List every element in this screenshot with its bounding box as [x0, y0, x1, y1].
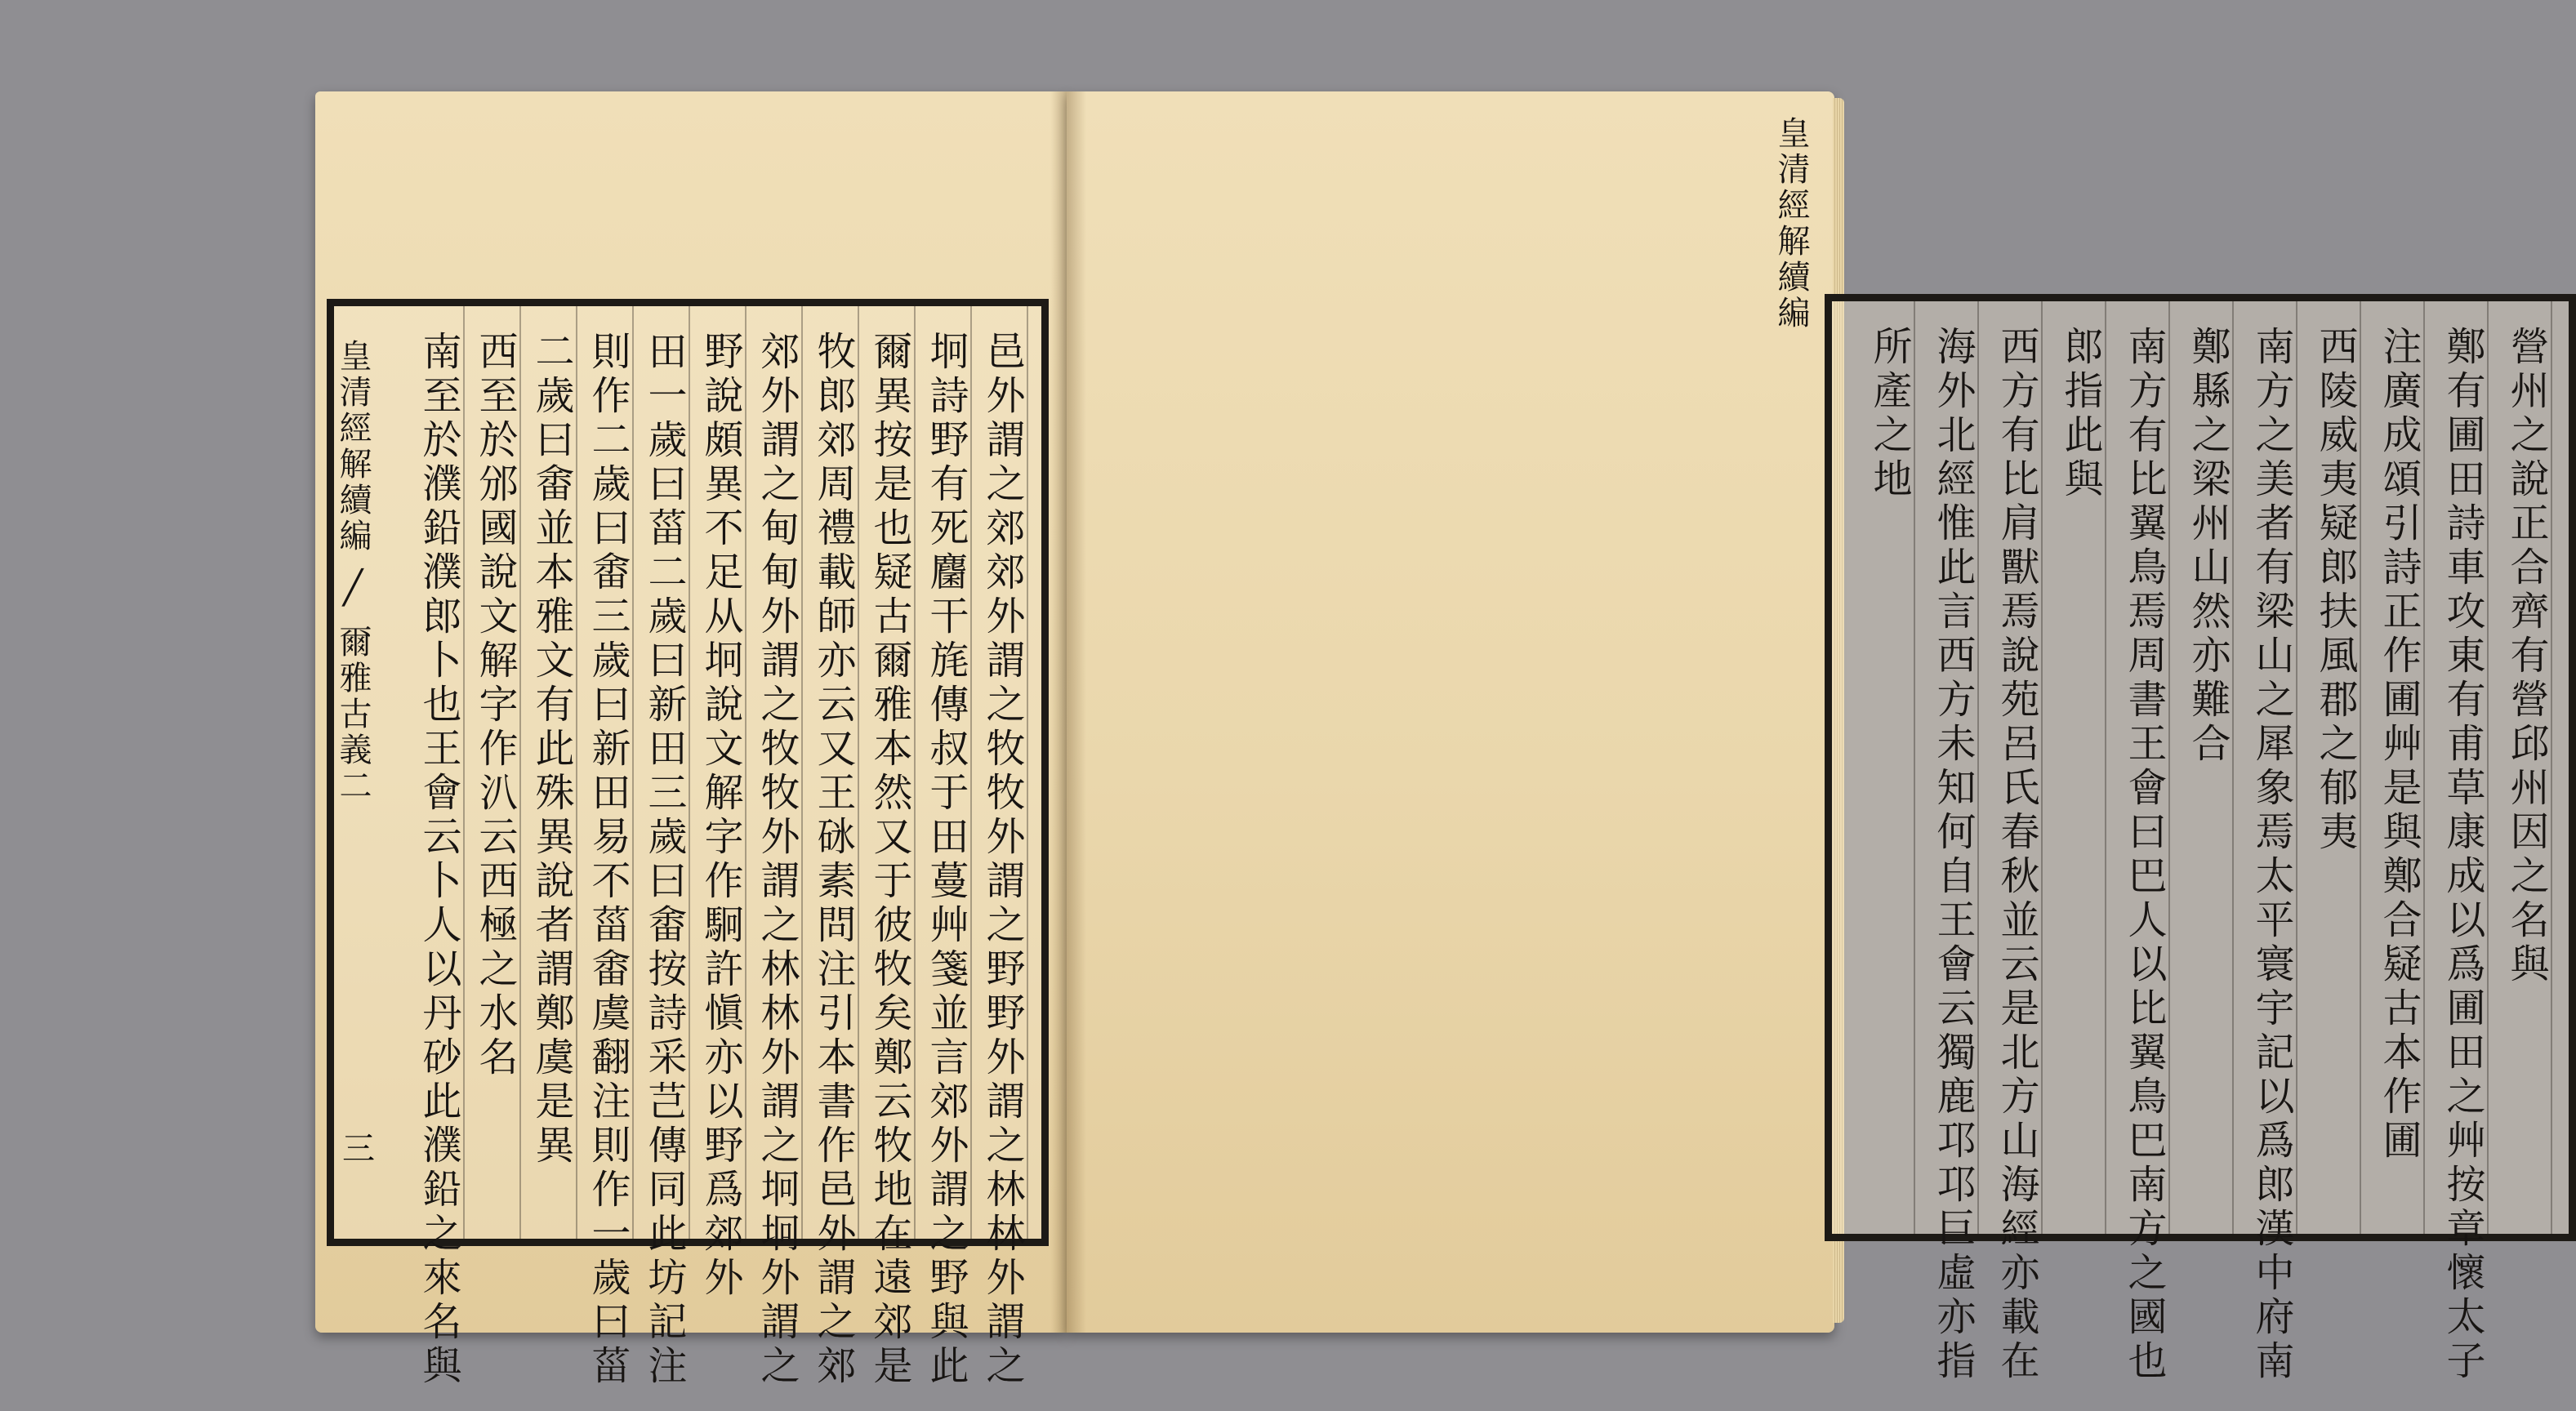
right-text-column: 鄭有圃田詩車攻東有甫草康成以爲圃田之艸按章懷太子: [2440, 326, 2485, 1384]
right-text-column: 海外北經惟此言西方未知何自王會云獨鹿邛邛巨虛亦指: [1930, 326, 1976, 1384]
column-rule: [576, 306, 577, 1239]
column-rule: [1977, 301, 1979, 1234]
left-text-column: 爾異按是也疑古爾雅本然又于彼牧矣鄭云牧地在遠郊是: [867, 331, 912, 1389]
right-text-column: 西陵威夷疑郎扶風郡之郁夷: [2312, 326, 2358, 855]
page-number: 三: [342, 1130, 375, 1168]
left-text-column: 西至於邠國說文解字作汃云西極之水名: [472, 331, 518, 1080]
banxin-book-title: 皇清經解續編: [334, 339, 372, 554]
right-text-column: 西方有比肩獸焉說苑呂氏春秋並云是北方山海經亦載在: [1994, 326, 2039, 1384]
right-page: [1067, 91, 2549, 1384]
column-rule: [689, 306, 690, 1239]
left-text-column: 邑外謂之郊郊外謂之牧牧外謂之野野外謂之林林外謂之: [979, 331, 1025, 1389]
column-rule: [2232, 301, 2234, 1234]
right-text-column: 注廣成頌引詩正作圃艸是與鄭合疑古本作圃: [2376, 326, 2422, 1164]
left-text-column: 二歲曰畬並本雅文有此殊異說者謂鄭虞是異: [528, 331, 574, 1168]
left-text-column: 坰詩野有死麕干旄傳叔于田蔓艸箋並言郊外謂之野與此: [923, 331, 969, 1389]
left-page-frame: [327, 299, 1049, 1389]
open-book: [315, 91, 2549, 1389]
right-text-column: 所產之地: [1866, 326, 1912, 502]
right-text-column: 南方之美者有梁山之犀象焉太平寰宇記以爲郎漢中府南: [2248, 326, 2294, 1384]
left-page: [315, 91, 1067, 1389]
left-banxin: [334, 339, 377, 1221]
left-text-column: 田一歲曰菑二歲曰新田三歲曰畬按詩采芑傳同此坊記注: [641, 331, 687, 1389]
right-text-column: 鄭縣之梁州山然亦難合: [2185, 326, 2231, 767]
left-text-column: 郊外謂之甸甸外謂之牧牧外謂之林林外謂之坰坰外謂之: [754, 331, 800, 1389]
column-rule: [745, 306, 747, 1239]
left-text-column: 野說頗異不足从坰說文解字作駉許愼亦以野爲郊外: [697, 331, 743, 1301]
column-rule: [1027, 306, 1028, 1239]
column-rule: [632, 306, 634, 1239]
right-text-column: 南方有比翼鳥焉周書王會曰巴人以比翼鳥巴南方之國也: [2121, 326, 2167, 1384]
column-rule: [2423, 301, 2425, 1234]
column-rule: [2360, 301, 2361, 1234]
column-rule: [2551, 301, 2552, 1234]
fold-mark-icon: ╱: [334, 569, 372, 610]
right-text-column: 郎指此與: [2057, 326, 2103, 502]
book-gutter: [1050, 91, 1086, 1333]
column-rule: [914, 306, 916, 1239]
right-page-frame: [1825, 294, 2576, 1384]
column-rule: [801, 306, 803, 1239]
left-text-column: 南至於濮鉛濮郎卜也王會云卜人以丹砂此濮鉛之來名與: [416, 331, 461, 1389]
column-rule: [2041, 301, 2043, 1234]
left-text-column: 牧郎郊周禮載師亦云又王砯素問注引本書作邑外謂之郊: [810, 331, 856, 1389]
column-rule: [858, 306, 859, 1239]
column-rule: [970, 306, 972, 1239]
left-text-column: 則作二歲曰畬三歲曰新田易不菑畬虞翻注則作一歲曰菑: [585, 331, 631, 1389]
right-banxin-title: 皇清經解續編: [1772, 116, 1810, 332]
column-rule: [2487, 301, 2489, 1234]
right-text-column: 營州之說正合齊有營邱州因之名與: [2503, 326, 2549, 987]
column-rule: [2105, 301, 2106, 1234]
column-rule: [1914, 301, 1915, 1234]
column-rule: [2296, 301, 2297, 1234]
column-rule: [2168, 301, 2170, 1234]
column-rule: [519, 306, 521, 1239]
banxin-section-title: 爾雅古義二: [334, 625, 372, 804]
column-rule: [463, 306, 465, 1239]
